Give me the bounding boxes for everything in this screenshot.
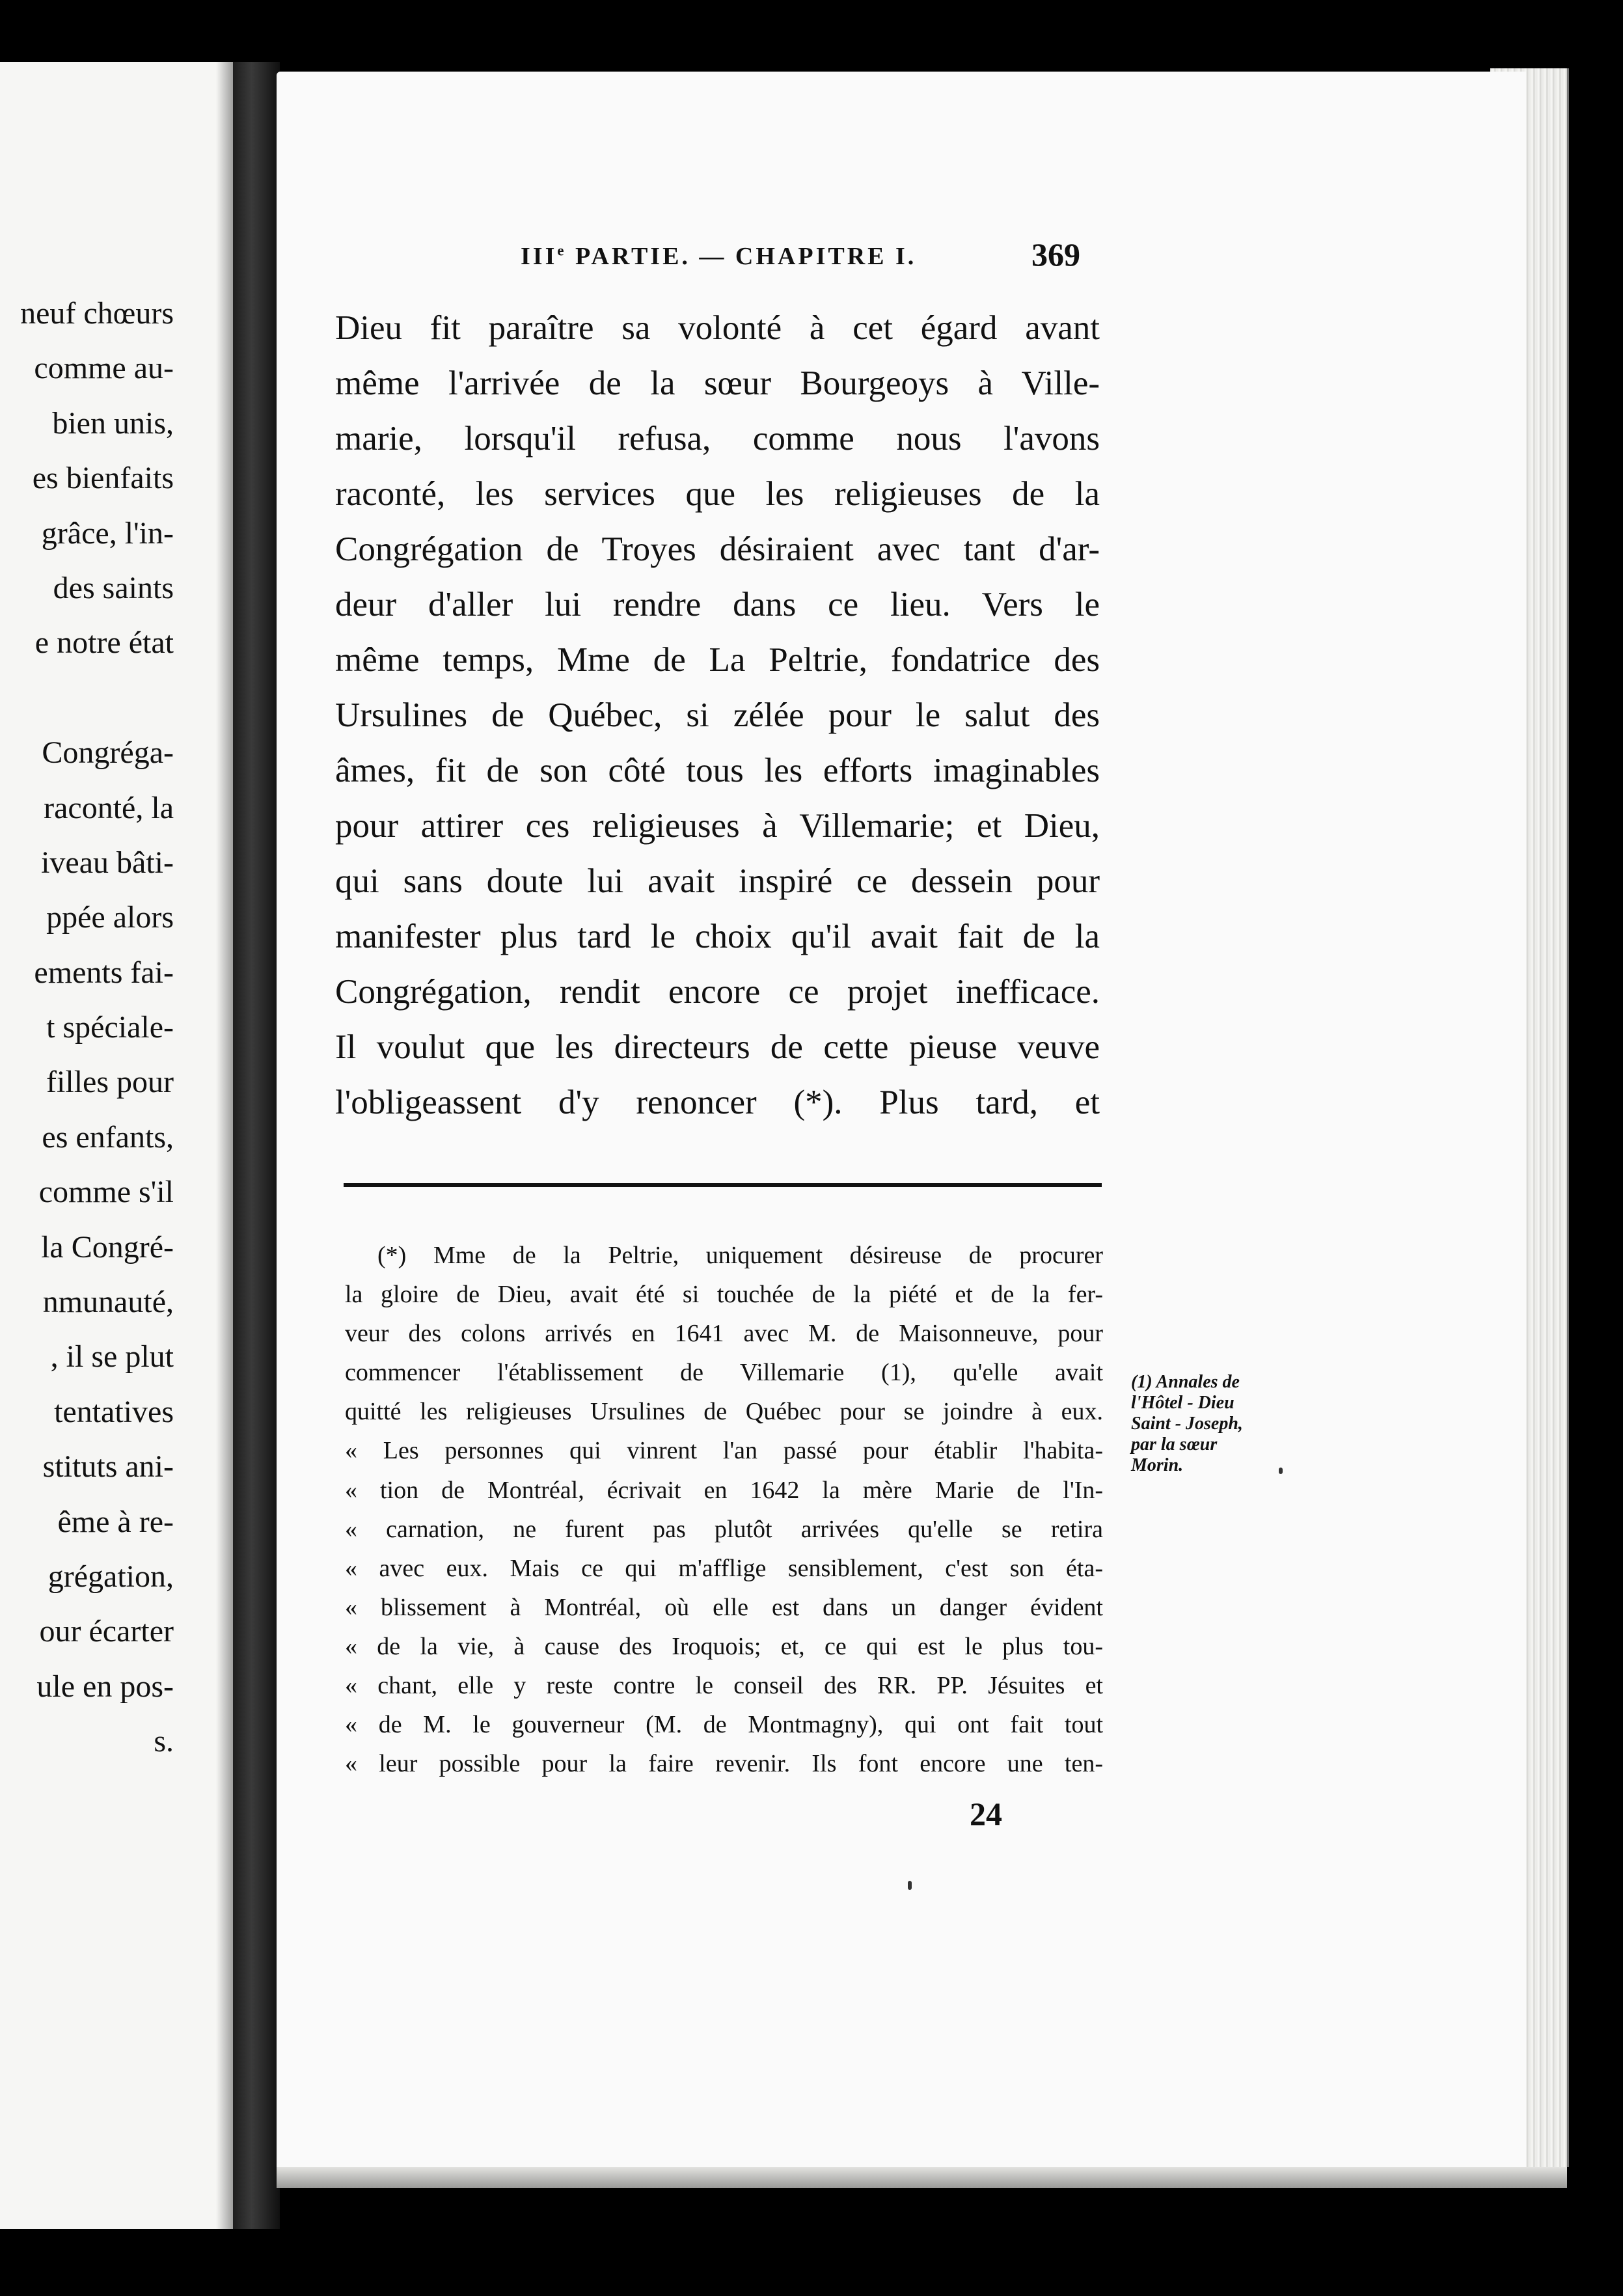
scan-speck <box>908 1881 912 1890</box>
running-head-part-suffix: e <box>557 242 567 259</box>
marginal-note <box>1131 1372 1287 1476</box>
signature-mark: 24 <box>970 1796 1002 1832</box>
footnote-line: quitté les religieuses Ursulines de Québec pour se joindre à eux. <box>345 1398 1103 1426</box>
left-line: our écarter <box>39 1614 174 1649</box>
footnote-line: « avec eux. Mais ce qui m'afflige sensiblement, c'est son éta- <box>345 1554 1103 1582</box>
running-head-part: III <box>521 243 558 270</box>
footnote-line: (*) Mme de la Peltrie, uniquement désireuse de procurer <box>377 1242 1103 1269</box>
footnote-line: « tion de Montréal, écrivait en 1642 la mère Marie de l'In- <box>345 1476 1103 1504</box>
footnote-line: veur des colons arrivés en 1641 avec M. de Maisonneuve, pour <box>345 1320 1103 1348</box>
footnote-line: « de M. le gouverneur (M. de Montmagny), qui ont fait tout <box>345 1711 1103 1739</box>
left-line: ements fai- <box>34 955 174 990</box>
left-line: grâce, l'in- <box>41 515 174 551</box>
left-line: ule en pos- <box>36 1669 174 1704</box>
footnote-line: « carnation, ne furent pas plutôt arrivées qu'elle se retira <box>345 1515 1103 1543</box>
left-line: e notre état <box>34 625 174 661</box>
text-line: Dieu fit paraître sa volonté à cet égard avant <box>335 309 1100 347</box>
left-line: es enfants, <box>42 1119 174 1155</box>
marginal-note-line: par la sœur <box>1131 1434 1218 1455</box>
text-line: même temps, Mme de La Peltrie, fondatrice des <box>335 641 1100 679</box>
running-head-chapter: PARTIE. — CHAPITRE I. <box>566 243 917 270</box>
footnote-line: la gloire de Dieu, avait été si touchée de la piété et de la fer- <box>345 1281 1103 1309</box>
text-line: qui sans doute lui avait inspiré ce dessein pour <box>335 862 1100 900</box>
left-page-fragment <box>0 62 242 2229</box>
footnote-line: « blissement à Montréal, où elle est dans un danger évident <box>345 1593 1103 1621</box>
text-line: manifester plus tard le choix qu'il avait fait de la <box>335 918 1100 955</box>
left-line: bien unis, <box>52 405 174 441</box>
footnote-rule <box>344 1183 1102 1187</box>
text-line: Congrégation, rendit encore ce projet inefficace. <box>335 973 1100 1011</box>
text-line: marie, lorsqu'il refusa, comme nous l'avons <box>335 420 1100 458</box>
left-line: raconté, la <box>44 790 174 825</box>
marginal-note-line: Saint - Joseph, <box>1131 1414 1243 1434</box>
left-line: grégation, <box>48 1559 174 1594</box>
page-number: 369 <box>1031 236 1080 273</box>
left-line: nmunauté, <box>42 1285 174 1320</box>
text-line: même l'arrivée de la sœur Bourgeoys à Ville- <box>335 364 1100 402</box>
marginal-note-line: (1) Annales de <box>1131 1372 1240 1392</box>
text-line: deur d'aller lui rendre dans ce lieu. Vers le <box>335 586 1100 623</box>
main-text <box>335 301 1100 1130</box>
left-line: comme au- <box>34 351 174 386</box>
footnote-line: commencer l'établissement de Villemarie (1), qu'elle avait <box>345 1359 1103 1387</box>
footnote-line: « de la vie, à cause des Iroquois; et, ce qui est le plus tou- <box>345 1632 1103 1660</box>
left-line: la Congré- <box>41 1229 174 1264</box>
left-line: , il se plut <box>50 1339 174 1374</box>
text-line: âmes, fit de son côté tous les efforts imaginables <box>335 752 1100 789</box>
left-line: t spéciale- <box>46 1010 174 1045</box>
left-line: tentatives <box>54 1394 174 1429</box>
left-page-text <box>0 286 174 1770</box>
footnote <box>345 1236 1103 1783</box>
text-line: pour attirer ces religieuses à Villemarie; et Dieu, <box>335 807 1100 845</box>
footnote-line: « chant, elle y reste contre le conseil des RR. PP. Jésuites et <box>345 1672 1103 1700</box>
running-head <box>521 242 916 271</box>
book-gutter <box>233 62 280 2229</box>
left-line: stituts ani- <box>42 1449 174 1484</box>
page-bottom-edge <box>277 2167 1567 2188</box>
left-line: comme s'il <box>38 1175 174 1210</box>
left-line: Congréga- <box>42 735 174 771</box>
text-line: Il voulut que les directeurs de cette pieuse veuve <box>335 1028 1100 1066</box>
left-line: neuf chœurs <box>20 296 174 331</box>
left-line: ppée alors <box>46 900 174 935</box>
marginal-note-line: Morin. <box>1131 1455 1184 1475</box>
text-line: raconté, les services que les religieuses de la <box>335 475 1100 513</box>
left-line: des saints <box>53 570 174 605</box>
left-line: es bienfaits <box>32 461 174 496</box>
marginal-note-line: l'Hôtel - Dieu <box>1131 1393 1234 1413</box>
text-line: l'obligeassent d'y renoncer (*). Plus tard, et <box>335 1084 1100 1121</box>
footnote-line: « Les personnes qui vinrent l'an passé pour établir l'habita- <box>345 1437 1103 1465</box>
scan-speck <box>1279 1468 1283 1474</box>
left-paragraph-gap <box>0 671 174 726</box>
left-line: ême à re- <box>57 1504 174 1539</box>
left-line: iveau bâti- <box>41 845 174 880</box>
left-line: filles pour <box>46 1065 174 1100</box>
text-line: Ursulines de Québec, si zélée pour le salut des <box>335 696 1100 734</box>
footnote-line: « leur possible pour la faire revenir. Ils font encore une ten- <box>345 1750 1103 1778</box>
text-line: Congrégation de Troyes désiraient avec tant d'ar- <box>335 530 1100 568</box>
left-line: s. <box>154 1724 174 1759</box>
